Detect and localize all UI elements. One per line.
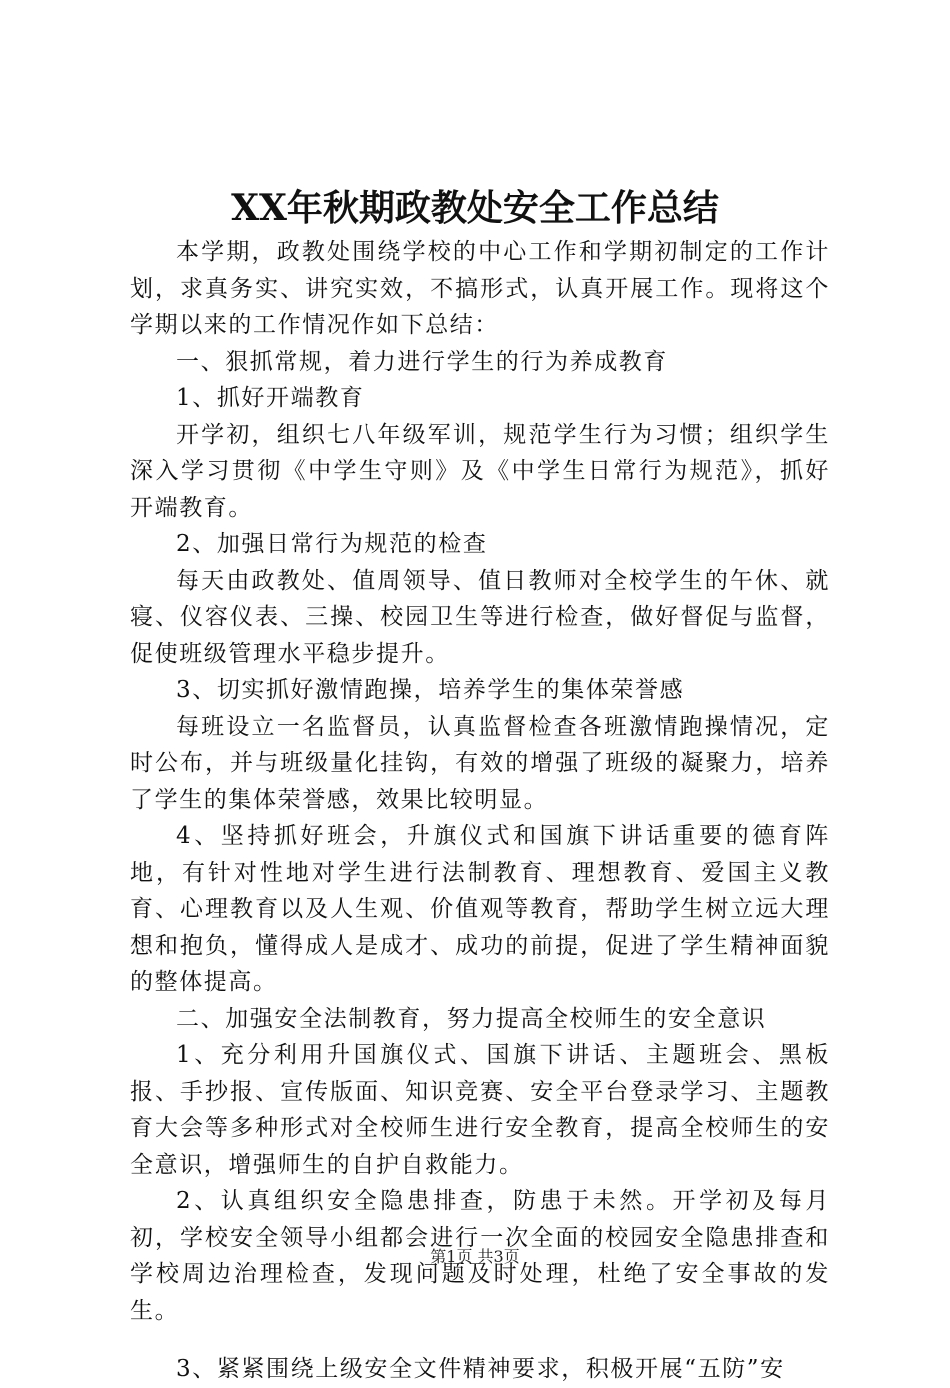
- paragraph-2-3: 3、紧紧围绕上级安全文件精神要求，积极开展“五防”安: [176, 1356, 785, 1382]
- paragraph-1-1: 开学初，组织七八年级军训，规范学生行为习惯；组织学生深入学习贯彻《中学生守则》及《中学生日常行为规范》，抓好开端教育。: [130, 421, 830, 521]
- paragraph-2-1: 1、充分利用升国旗仪式、国旗下讲话、主题班会、黑板报、手抄报、宣传版面、知识竞赛、安全平台登录学习、主题教育大会等多种形式对全校师生进行安全教育，提高全校师生的安全意识，增强师生的自护自救能力。: [130, 1042, 830, 1178]
- subheading-1-3: 3、切实抓好激情跑操，培养学生的集体荣誉感: [176, 677, 685, 703]
- paragraph-1-4: 4、坚持抓好班会，升旗仪式和国旗下讲话重要的德育阵地，有针对性地对学生进行法制教育、理想教育、爱国主义教育、心理教育以及人生观、价值观等教育，帮助学生树立远大理想和抱负，懂得成人是成才、成功的前提，促进了学生精神面貌的整体提高。: [130, 823, 830, 995]
- heading-section-1: 一、狠抓常规，着力进行学生的行为养成教育: [176, 348, 668, 375]
- paragraph-2-2: 2、认真组织安全隐患排查，防患于未然。开学初及每月初，学校安全领导小组都会进行一次全面的校园安全隐患排查和学校周边治理检查，发现问题及时处理，杜绝了安全事故的发生。: [130, 1188, 830, 1324]
- page-number-footer: 第1页 共3页: [430, 1247, 520, 1266]
- subheading-1-2: 2、加强日常行为规范的检查: [176, 531, 488, 557]
- heading-section-2: 二、加强安全法制教育，努力提高全校师生的安全意识: [176, 1005, 767, 1032]
- paragraph-1-2: 每天由政教处、值周领导、值日教师对全校学生的午休、就寝、仪容仪表、三操、校园卫生等进行检查，做好督促与监督，促使班级管理水平稳步提升。: [130, 567, 830, 667]
- document-body: [130, 234, 830, 1388]
- document-title: XX年秋期政教处安全工作总结: [231, 187, 719, 229]
- paragraph-1-3: 每班设立一名监督员，认真监督检查各班激情跑操情况，定时公布，并与班级量化挂钩，有效的增强了班级的凝聚力，培养了学生的集体荣誉感，效果比较明显。: [130, 713, 830, 813]
- subheading-1-1: 1、抓好开端教育: [176, 385, 365, 411]
- paragraph-intro: 本学期，政教处围绕学校的中心工作和学期初制定的工作计划，求真务实、讲究实效，不搞形式，认真开展工作。现将这个学期以来的工作情况作如下总结：: [130, 239, 830, 338]
